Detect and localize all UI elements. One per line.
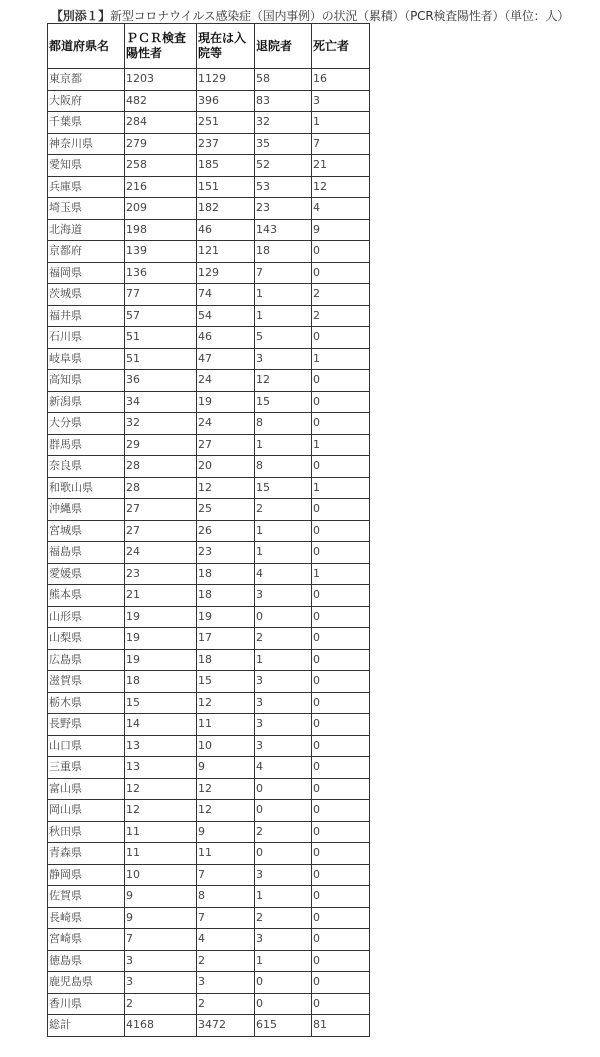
pcr-positive-cell: 2	[125, 993, 197, 1015]
table-caption	[51, 7, 569, 24]
table-row	[48, 843, 370, 865]
hospitalized-cell: 46	[197, 327, 255, 349]
deaths-cell: 0	[312, 542, 370, 564]
deaths-cell: 0	[312, 391, 370, 413]
pcr-positive-cell: 29	[125, 434, 197, 456]
prefecture-cell: 静岡県	[48, 864, 125, 886]
table-row	[48, 692, 370, 714]
deaths-cell: 0	[312, 585, 370, 607]
pcr-positive-cell: 12	[125, 778, 197, 800]
pcr-positive-cell: 32	[125, 413, 197, 435]
hospitalized-cell: 8	[197, 886, 255, 908]
discharged-cell: 3	[255, 929, 312, 951]
deaths-cell: 1	[312, 563, 370, 585]
discharged-cell: 3	[255, 714, 312, 736]
pcr-positive-cell: 13	[125, 757, 197, 779]
deaths-cell: 0	[312, 757, 370, 779]
pcr-positive-cell: 28	[125, 456, 197, 478]
pcr-positive-cell: 258	[125, 155, 197, 177]
header-discharged: 退院者	[255, 24, 312, 69]
hospitalized-cell: 3	[197, 972, 255, 994]
table-row	[48, 284, 370, 306]
deaths-cell: 0	[312, 241, 370, 263]
pcr-positive-cell: 57	[125, 305, 197, 327]
hospitalized-cell: 182	[197, 198, 255, 220]
discharged-cell: 0	[255, 843, 312, 865]
table-row	[48, 327, 370, 349]
hospitalized-cell: 237	[197, 133, 255, 155]
table-row	[48, 993, 370, 1015]
table-row	[48, 241, 370, 263]
table-row	[48, 800, 370, 822]
deaths-cell: 0	[312, 993, 370, 1015]
table-row	[48, 520, 370, 542]
prefecture-cell: 東京都	[48, 69, 125, 91]
pcr-positive-cell: 209	[125, 198, 197, 220]
discharged-cell: 3	[255, 671, 312, 693]
deaths-cell: 0	[312, 714, 370, 736]
pcr-positive-cell: 14	[125, 714, 197, 736]
deaths-cell: 9	[312, 219, 370, 241]
table-row	[48, 585, 370, 607]
prefecture-cell: 茨城県	[48, 284, 125, 306]
hospitalized-cell: 12	[197, 477, 255, 499]
hospitalized-cell: 2	[197, 993, 255, 1015]
table-row	[48, 69, 370, 91]
pcr-positive-cell: 21	[125, 585, 197, 607]
table-row	[48, 628, 370, 650]
prefecture-cell: 新潟県	[48, 391, 125, 413]
table-row	[48, 456, 370, 478]
table-row	[48, 434, 370, 456]
pcr-positive-cell: 11	[125, 821, 197, 843]
deaths-cell: 1	[312, 477, 370, 499]
deaths-cell: 0	[312, 499, 370, 521]
table-row	[48, 112, 370, 134]
hospitalized-cell: 54	[197, 305, 255, 327]
hospitalized-cell: 24	[197, 370, 255, 392]
pcr-positive-cell: 51	[125, 327, 197, 349]
prefecture-cell: 大分県	[48, 413, 125, 435]
prefecture-cell: 北海道	[48, 219, 125, 241]
pcr-positive-cell: 9	[125, 907, 197, 929]
hospitalized-cell: 11	[197, 714, 255, 736]
table-row	[48, 929, 370, 951]
prefecture-cell: 徳島県	[48, 950, 125, 972]
discharged-cell: 2	[255, 821, 312, 843]
prefecture-cell: 長崎県	[48, 907, 125, 929]
hospitalized-cell: 12	[197, 800, 255, 822]
deaths-cell: 0	[312, 628, 370, 650]
discharged-cell: 12	[255, 370, 312, 392]
prefecture-cell: 山形県	[48, 606, 125, 628]
deaths-cell: 0	[312, 413, 370, 435]
prefecture-cell: 福井県	[48, 305, 125, 327]
prefecture-cell: 神奈川県	[48, 133, 125, 155]
pcr-positive-cell: 15	[125, 692, 197, 714]
deaths-cell: 0	[312, 262, 370, 284]
prefecture-cell: 石川県	[48, 327, 125, 349]
discharged-cell: 1	[255, 284, 312, 306]
deaths-cell: 0	[312, 843, 370, 865]
header-prefecture: 都道府県名	[48, 24, 125, 69]
hospitalized-cell: 25	[197, 499, 255, 521]
discharged-cell: 83	[255, 90, 312, 112]
hospitalized-cell: 18	[197, 563, 255, 585]
deaths-cell: 0	[312, 778, 370, 800]
pcr-positive-cell: 11	[125, 843, 197, 865]
discharged-cell: 1	[255, 542, 312, 564]
deaths-cell: 1	[312, 112, 370, 134]
table-row	[48, 499, 370, 521]
deaths-cell: 0	[312, 735, 370, 757]
hospitalized-cell: 12	[197, 692, 255, 714]
prefecture-cell: 沖縄県	[48, 499, 125, 521]
prefecture-cell: 和歌山県	[48, 477, 125, 499]
table-row	[48, 563, 370, 585]
discharged-cell: 615	[255, 1015, 312, 1037]
deaths-cell: 3	[312, 90, 370, 112]
hospitalized-cell: 17	[197, 628, 255, 650]
deaths-cell: 0	[312, 950, 370, 972]
hospitalized-cell: 11	[197, 843, 255, 865]
discharged-cell: 3	[255, 585, 312, 607]
hospitalized-cell: 9	[197, 757, 255, 779]
prefecture-cell: 愛知県	[48, 155, 125, 177]
deaths-cell: 0	[312, 370, 370, 392]
discharged-cell: 8	[255, 413, 312, 435]
hospitalized-cell: 18	[197, 585, 255, 607]
pcr-positive-cell: 19	[125, 606, 197, 628]
prefecture-cell: 佐賀県	[48, 886, 125, 908]
hospitalized-cell: 27	[197, 434, 255, 456]
table-row	[48, 907, 370, 929]
hospitalized-cell: 7	[197, 864, 255, 886]
pcr-positive-cell: 1203	[125, 69, 197, 91]
pcr-positive-cell: 3	[125, 950, 197, 972]
table-row	[48, 886, 370, 908]
deaths-cell: 2	[312, 284, 370, 306]
pcr-positive-cell: 77	[125, 284, 197, 306]
table-row	[48, 757, 370, 779]
hospitalized-cell: 129	[197, 262, 255, 284]
hospitalized-cell: 20	[197, 456, 255, 478]
discharged-cell: 3	[255, 864, 312, 886]
table-row	[48, 542, 370, 564]
pcr-positive-cell: 36	[125, 370, 197, 392]
deaths-cell: 0	[312, 886, 370, 908]
table-row	[48, 972, 370, 994]
deaths-cell: 0	[312, 692, 370, 714]
pcr-positive-cell: 27	[125, 520, 197, 542]
prefecture-cell: 総計	[48, 1015, 125, 1037]
hospitalized-cell: 19	[197, 391, 255, 413]
prefecture-cell: 山梨県	[48, 628, 125, 650]
table-header	[48, 24, 370, 69]
deaths-cell: 0	[312, 327, 370, 349]
table-row	[48, 305, 370, 327]
hospitalized-cell: 23	[197, 542, 255, 564]
deaths-cell: 1	[312, 348, 370, 370]
discharged-cell: 7	[255, 262, 312, 284]
table-row	[48, 714, 370, 736]
discharged-cell: 3	[255, 735, 312, 757]
prefecture-cell: 秋田県	[48, 821, 125, 843]
prefecture-cell: 愛媛県	[48, 563, 125, 585]
prefecture-cell: 福岡県	[48, 262, 125, 284]
pcr-positive-cell: 7	[125, 929, 197, 951]
discharged-cell: 1	[255, 520, 312, 542]
discharged-cell: 0	[255, 800, 312, 822]
discharged-cell: 0	[255, 993, 312, 1015]
table-row	[48, 821, 370, 843]
prefecture-cell: 熊本県	[48, 585, 125, 607]
pcr-positive-cell: 19	[125, 628, 197, 650]
discharged-cell: 23	[255, 198, 312, 220]
discharged-cell: 1	[255, 434, 312, 456]
discharged-cell: 18	[255, 241, 312, 263]
prefecture-case-table	[47, 23, 370, 1037]
table-row	[48, 198, 370, 220]
hospitalized-cell: 46	[197, 219, 255, 241]
hospitalized-cell: 151	[197, 176, 255, 198]
table-row	[48, 262, 370, 284]
prefecture-cell: 山口県	[48, 735, 125, 757]
hospitalized-cell: 15	[197, 671, 255, 693]
prefecture-cell: 滋賀県	[48, 671, 125, 693]
pcr-positive-cell: 284	[125, 112, 197, 134]
table-row	[48, 735, 370, 757]
discharged-cell: 2	[255, 628, 312, 650]
prefecture-cell: 鹿児島県	[48, 972, 125, 994]
pcr-positive-cell: 24	[125, 542, 197, 564]
hospitalized-cell: 74	[197, 284, 255, 306]
pcr-positive-cell: 34	[125, 391, 197, 413]
discharged-cell: 0	[255, 606, 312, 628]
hospitalized-cell: 7	[197, 907, 255, 929]
discharged-cell: 5	[255, 327, 312, 349]
table-row	[48, 219, 370, 241]
table-row	[48, 348, 370, 370]
deaths-cell: 4	[312, 198, 370, 220]
prefecture-cell: 京都府	[48, 241, 125, 263]
deaths-cell: 7	[312, 133, 370, 155]
pcr-positive-cell: 28	[125, 477, 197, 499]
discharged-cell: 4	[255, 563, 312, 585]
hospitalized-cell: 185	[197, 155, 255, 177]
hospitalized-cell: 2	[197, 950, 255, 972]
discharged-cell: 3	[255, 348, 312, 370]
prefecture-cell: 奈良県	[48, 456, 125, 478]
table-row	[48, 155, 370, 177]
discharged-cell: 52	[255, 155, 312, 177]
prefecture-cell: 宮城県	[48, 520, 125, 542]
deaths-cell: 0	[312, 520, 370, 542]
table-row	[48, 176, 370, 198]
deaths-cell: 0	[312, 929, 370, 951]
discharged-cell: 53	[255, 176, 312, 198]
caption-text: 新型コロナウイルス感染症（国内事例）の状況（累積）（PCR検査陽性者）（単位：人）	[110, 9, 570, 23]
header-hospitalized: 現在は入院等	[197, 24, 255, 69]
prefecture-cell: 長野県	[48, 714, 125, 736]
hospitalized-cell: 26	[197, 520, 255, 542]
deaths-cell: 16	[312, 69, 370, 91]
table-row	[48, 950, 370, 972]
prefecture-cell: 広島県	[48, 649, 125, 671]
hospitalized-cell: 3472	[197, 1015, 255, 1037]
table-row	[48, 671, 370, 693]
table-row	[48, 778, 370, 800]
pcr-positive-cell: 19	[125, 649, 197, 671]
pcr-positive-cell: 10	[125, 864, 197, 886]
discharged-cell: 3	[255, 692, 312, 714]
table-row	[48, 864, 370, 886]
discharged-cell: 15	[255, 391, 312, 413]
prefecture-cell: 宮崎県	[48, 929, 125, 951]
discharged-cell: 2	[255, 499, 312, 521]
table-row	[48, 477, 370, 499]
deaths-cell: 0	[312, 864, 370, 886]
caption-prefix: 【別添１】	[51, 9, 111, 23]
hospitalized-cell: 12	[197, 778, 255, 800]
deaths-cell: 0	[312, 821, 370, 843]
pcr-positive-cell: 482	[125, 90, 197, 112]
pcr-positive-cell: 4168	[125, 1015, 197, 1037]
pcr-positive-cell: 18	[125, 671, 197, 693]
table-row	[48, 90, 370, 112]
prefecture-cell: 千葉県	[48, 112, 125, 134]
pcr-positive-cell: 136	[125, 262, 197, 284]
table-row	[48, 370, 370, 392]
table-row	[48, 606, 370, 628]
total-row	[48, 1015, 370, 1037]
hospitalized-cell: 1129	[197, 69, 255, 91]
deaths-cell: 12	[312, 176, 370, 198]
pcr-positive-cell: 51	[125, 348, 197, 370]
hospitalized-cell: 47	[197, 348, 255, 370]
deaths-cell: 0	[312, 649, 370, 671]
discharged-cell: 1	[255, 305, 312, 327]
hospitalized-cell: 24	[197, 413, 255, 435]
header-pcr-positive: ＰＣＲ検査陽性者	[125, 24, 197, 69]
prefecture-cell: 群馬県	[48, 434, 125, 456]
discharged-cell: 35	[255, 133, 312, 155]
prefecture-cell: 岡山県	[48, 800, 125, 822]
deaths-cell: 0	[312, 800, 370, 822]
pcr-positive-cell: 139	[125, 241, 197, 263]
prefecture-cell: 青森県	[48, 843, 125, 865]
discharged-cell: 2	[255, 907, 312, 929]
hospitalized-cell: 10	[197, 735, 255, 757]
discharged-cell: 0	[255, 778, 312, 800]
prefecture-cell: 香川県	[48, 993, 125, 1015]
hospitalized-cell: 4	[197, 929, 255, 951]
prefecture-cell: 高知県	[48, 370, 125, 392]
hospitalized-cell: 9	[197, 821, 255, 843]
discharged-cell: 8	[255, 456, 312, 478]
prefecture-cell: 栃木県	[48, 692, 125, 714]
deaths-cell: 0	[312, 671, 370, 693]
discharged-cell: 4	[255, 757, 312, 779]
pcr-positive-cell: 3	[125, 972, 197, 994]
deaths-cell: 21	[312, 155, 370, 177]
deaths-cell: 0	[312, 456, 370, 478]
hospitalized-cell: 251	[197, 112, 255, 134]
prefecture-cell: 富山県	[48, 778, 125, 800]
deaths-cell: 1	[312, 434, 370, 456]
table-row	[48, 133, 370, 155]
discharged-cell: 58	[255, 69, 312, 91]
pcr-positive-cell: 12	[125, 800, 197, 822]
discharged-cell: 1	[255, 950, 312, 972]
pcr-positive-cell: 13	[125, 735, 197, 757]
prefecture-cell: 福島県	[48, 542, 125, 564]
pcr-positive-cell: 198	[125, 219, 197, 241]
header-row	[48, 24, 370, 69]
discharged-cell: 15	[255, 477, 312, 499]
prefecture-cell: 岐阜県	[48, 348, 125, 370]
prefecture-cell: 兵庫県	[48, 176, 125, 198]
discharged-cell: 1	[255, 886, 312, 908]
deaths-cell: 81	[312, 1015, 370, 1037]
deaths-cell: 0	[312, 972, 370, 994]
pcr-positive-cell: 23	[125, 563, 197, 585]
deaths-cell: 2	[312, 305, 370, 327]
hospitalized-cell: 18	[197, 649, 255, 671]
table-body	[48, 69, 370, 1037]
discharged-cell: 32	[255, 112, 312, 134]
hospitalized-cell: 121	[197, 241, 255, 263]
hospitalized-cell: 396	[197, 90, 255, 112]
table-row	[48, 649, 370, 671]
discharged-cell: 1	[255, 649, 312, 671]
discharged-cell: 0	[255, 972, 312, 994]
table-row	[48, 391, 370, 413]
deaths-cell: 0	[312, 907, 370, 929]
pcr-positive-cell: 9	[125, 886, 197, 908]
hospitalized-cell: 19	[197, 606, 255, 628]
prefecture-cell: 三重県	[48, 757, 125, 779]
deaths-cell: 0	[312, 606, 370, 628]
discharged-cell: 143	[255, 219, 312, 241]
prefecture-cell: 埼玉県	[48, 198, 125, 220]
prefecture-cell: 大阪府	[48, 90, 125, 112]
pcr-positive-cell: 216	[125, 176, 197, 198]
pcr-positive-cell: 279	[125, 133, 197, 155]
header-deaths: 死亡者	[312, 24, 370, 69]
table-row	[48, 413, 370, 435]
pcr-positive-cell: 27	[125, 499, 197, 521]
